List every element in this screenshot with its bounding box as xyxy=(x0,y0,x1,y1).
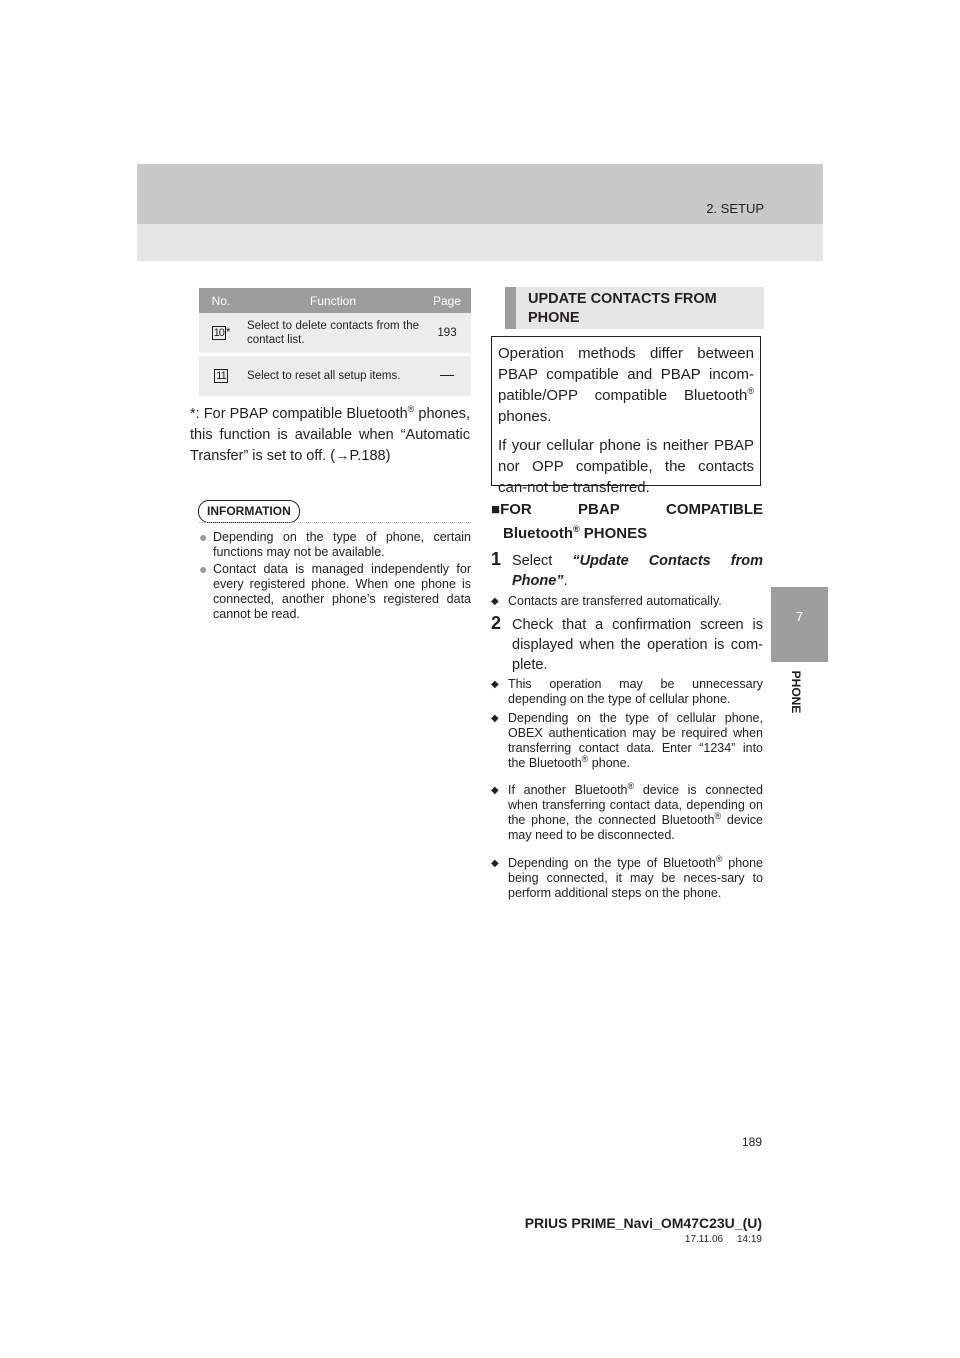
registered-mark: ® xyxy=(572,524,580,534)
step-2 xyxy=(491,615,763,675)
list-item-text xyxy=(491,780,764,843)
chapter-number: 7 xyxy=(795,609,804,624)
registered-mark: ® xyxy=(714,810,722,821)
diamond-bullet-icon: ◆ xyxy=(491,596,499,607)
subheading-word: COMPATIBLE xyxy=(666,501,763,518)
chapter-label-box xyxy=(786,663,806,723)
note-paragraph: If your cellular phone is neither PBAP nor OPP compatible, the contacts can-not be transferred. xyxy=(498,437,754,496)
registered-mark: ® xyxy=(747,386,754,396)
list-item xyxy=(491,711,763,771)
step-text-part: . xyxy=(563,573,568,589)
information-label: INFORMATION xyxy=(198,500,300,523)
list-item-text-part: device may need to be disconnected. xyxy=(508,813,764,842)
list-item xyxy=(491,853,764,901)
note-text: Operation methods differ between PBAP compatible and PBAP incom-patible/OPP compatible Bluetooth xyxy=(498,345,754,404)
step-text-part: Select xyxy=(512,553,573,569)
footnote-text: *: For PBAP compatible Bluetooth xyxy=(190,406,408,422)
table-footnote xyxy=(190,404,470,467)
list-item-text xyxy=(491,711,763,771)
diamond-bullet-icon: ◆ xyxy=(491,858,499,869)
square-bullet-icon: ■ xyxy=(491,501,501,518)
col-header-no: No. xyxy=(199,288,243,313)
step-1 xyxy=(491,551,763,591)
list-item xyxy=(491,594,763,609)
page-number: 189 xyxy=(741,1135,762,1149)
header-subband xyxy=(137,224,823,261)
step-text: Check that a confirmation screen is displayed when the operation is com-plete. xyxy=(512,617,763,673)
subheading-word: PHONES xyxy=(579,525,648,542)
page-cell: 193 xyxy=(423,313,471,355)
subheading-word-group xyxy=(491,498,532,522)
chapter-tab xyxy=(771,587,828,662)
list-item-text xyxy=(491,853,764,901)
list-item xyxy=(491,677,763,707)
information-text: Contact data is managed independently for every registered phone. When one phone is connected, another phone’s registered data cannot be read. xyxy=(213,562,471,621)
information-item xyxy=(199,562,471,622)
registered-mark: ® xyxy=(581,753,589,764)
information-divider xyxy=(199,522,471,523)
list-item-text-part: If another Bluetooth xyxy=(508,783,628,797)
diamond-bullet-icon: ◆ xyxy=(491,713,499,724)
note-box xyxy=(491,336,761,496)
list-item-text: This operation may be unnecessary depending on the type of cellular phone. xyxy=(508,677,763,706)
step-number: 2 xyxy=(491,613,502,633)
row-number-cell xyxy=(199,355,243,397)
diamond-bullet-icon: ◆ xyxy=(491,679,499,690)
bullet-dot-icon: ● xyxy=(199,529,208,545)
note-paragraph xyxy=(498,343,754,427)
subheading xyxy=(491,498,763,546)
list-item-text-part: phone. xyxy=(588,756,631,770)
subheading-word: Bluetooth xyxy=(503,525,573,542)
subheading-line xyxy=(491,522,763,546)
step-text xyxy=(491,551,763,591)
row-number-cell xyxy=(199,313,243,355)
list-item-text-part: Depending on the type of cellular phone, OBEX authentication may be required when transferring contact data. Enter “1234” into the Bluetooth xyxy=(508,711,763,770)
subheading-word: FOR xyxy=(500,501,532,518)
registered-mark: ® xyxy=(627,780,635,791)
bullet-dot-icon: ● xyxy=(199,561,208,577)
table-header-row xyxy=(199,288,471,313)
print-timestamp: 17.11.06 14:19 xyxy=(684,1234,762,1245)
section-heading-text: UPDATE CONTACTS FROM PHONE xyxy=(528,291,717,326)
col-header-page: Page xyxy=(423,288,471,313)
subheading-word: PBAP xyxy=(578,501,620,518)
note-text: phones. xyxy=(498,408,552,425)
list-item-text-part: Depending on the type of Bluetooth xyxy=(508,856,716,870)
row-number-badge: 11 xyxy=(216,370,226,382)
list-item xyxy=(491,780,764,843)
asterisk-mark: * xyxy=(225,327,231,339)
chapter-label: PHONE xyxy=(789,670,803,714)
row-number-badge: 10 xyxy=(213,327,224,339)
function-cell: Select to delete contacts from the contact list. xyxy=(243,313,423,355)
col-header-function: Function xyxy=(243,288,423,313)
function-table xyxy=(199,288,471,396)
footnote-text: phones, this function is available when “Automatic Transfer” is set to off. (→P.188) xyxy=(190,406,470,464)
document-id: PRIUS PRIME_Navi_OM47C23U_(U) xyxy=(524,1215,762,1231)
registered-mark: ® xyxy=(715,853,723,864)
step-action: “Update Contacts from Phone” xyxy=(512,553,763,589)
section-heading xyxy=(505,287,764,329)
information-item xyxy=(199,530,471,560)
page-cell xyxy=(423,355,471,397)
list-item-text-part: device is connected when transferring contact data, depending on the phone, the connected Bluetooth xyxy=(508,783,764,827)
section-title: 2. SETUP xyxy=(706,201,764,216)
table-row xyxy=(199,313,471,355)
step-number: 1 xyxy=(491,549,502,569)
list-item-text: Contacts are transferred automatically. xyxy=(508,594,722,608)
diamond-bullet-icon: ◆ xyxy=(491,785,499,796)
heading-accent-bar xyxy=(505,287,516,329)
table-row xyxy=(199,355,471,397)
no-page-dash xyxy=(440,375,454,376)
information-text: Depending on the type of phone, certain functions may not be available. xyxy=(213,530,471,559)
function-cell: Select to reset all setup items. xyxy=(243,355,423,397)
registered-mark: ® xyxy=(407,404,415,415)
list-item-text-part: phone being connected, it may be neces-sary to perform additional steps on the phone. xyxy=(508,856,764,900)
subheading-line xyxy=(491,498,763,522)
